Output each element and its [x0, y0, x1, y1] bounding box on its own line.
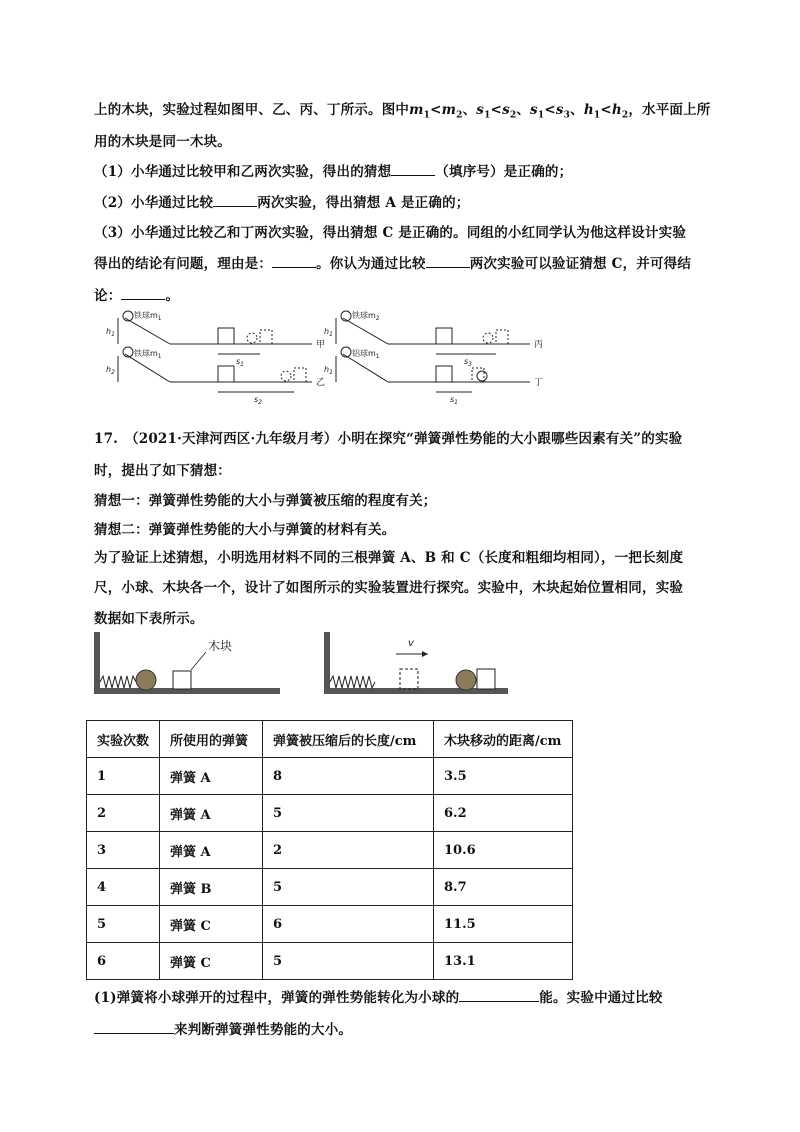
table-cell: 5 — [263, 869, 434, 906]
var-s1: s — [530, 102, 538, 118]
q16-sub2-tail: 两次实验，得出猜想 A 是正确的； — [257, 195, 470, 211]
table-cell: 弹簧 A — [160, 795, 263, 832]
q16-sub3-text: 。你认为通过比较 — [316, 256, 426, 272]
svg-text:铝球m1 — [352, 348, 380, 360]
table-cell: 5 — [263, 943, 434, 980]
q17-desc3: 数据如下表所示。 — [94, 611, 204, 627]
s-label: s — [254, 395, 259, 404]
q16-sub2-text: （2）小华通过比较 — [94, 195, 214, 211]
q16-sub2 — [94, 191, 469, 211]
q16-sub3-line2 — [94, 252, 691, 272]
sub: 3 — [563, 110, 571, 121]
q16-sub1 — [94, 160, 572, 180]
tag-jia: 甲 — [316, 340, 326, 350]
data-table — [86, 720, 573, 980]
q16-sub1-tail: （填序号）是正确的； — [435, 164, 573, 180]
var-m1: m — [409, 102, 424, 118]
q16-sub3-text: 得出的结论有问题，理由是： — [94, 256, 273, 272]
table-row — [87, 758, 573, 795]
h-label: h — [324, 327, 330, 336]
sub: 1 — [484, 110, 491, 121]
h-sub: 1 — [329, 369, 333, 376]
tag-ding: 丁 — [534, 378, 544, 388]
answer-blank[interactable] — [426, 255, 470, 268]
q16-sub3-line3 — [94, 284, 179, 304]
sub: 1 — [423, 110, 431, 121]
svg-text:铁球m1 — [134, 310, 162, 322]
answer-blank[interactable] — [459, 989, 539, 1002]
q16-line2: 用的木块是同一木块。 — [94, 134, 231, 150]
q16-figure — [100, 306, 560, 410]
table-cell: 3 — [87, 832, 160, 869]
s-label: s — [464, 357, 469, 366]
q17-guess2: 猜想二：弹簧弹性势能的大小与弹簧的材料有关。 — [94, 522, 396, 538]
sep: 、 — [462, 102, 477, 118]
s-sub: 3 — [468, 361, 472, 368]
table-cell: 1 — [87, 758, 160, 795]
tag-yi: 乙 — [316, 378, 326, 388]
svg-text:铁球m1 — [134, 348, 162, 360]
table-cell: 8.7 — [434, 869, 573, 906]
ball-sub: 1 — [157, 315, 162, 322]
sub: 1 — [537, 110, 545, 121]
s-label: s — [450, 395, 455, 404]
ball-label: 铁球m — [134, 349, 158, 358]
q16-line1-tail: ，水平面上所 — [628, 102, 711, 118]
table-cell: 5 — [87, 906, 160, 943]
table-cell: 8 — [263, 758, 434, 795]
answer-blank[interactable] — [272, 255, 316, 268]
velocity-label: v — [408, 638, 414, 649]
ball-label: 铁球m — [352, 311, 376, 320]
sep: 、 — [570, 102, 584, 118]
q17-desc1: 为了验证上述猜想，小明选用材料不同的三根弹簧 A、B 和 C（长度和粗细均相同），一把长刻度 — [94, 550, 684, 566]
table-cell: 6 — [263, 906, 434, 943]
lt: < — [544, 102, 556, 118]
table-cell: 6 — [87, 943, 160, 980]
lt: < — [430, 102, 442, 118]
lt: < — [600, 102, 612, 118]
table-row — [87, 795, 573, 832]
sub: 1 — [593, 110, 601, 121]
q16-sub3-text: 。 — [165, 288, 180, 304]
s-sub: 2 — [258, 399, 262, 406]
answer-blank[interactable] — [391, 163, 435, 176]
var-h2: h — [611, 102, 622, 118]
sub: 2 — [509, 110, 517, 121]
sep: 、 — [516, 102, 531, 118]
ball-sub: 1 — [375, 353, 380, 360]
var-m2: m — [441, 102, 457, 118]
table-header: 实验次数 — [87, 721, 160, 758]
table-cell: 2 — [263, 832, 434, 869]
table-cell: 11.5 — [434, 906, 573, 943]
q17-sub1-text: 能。实验中通过比较 — [539, 990, 663, 1006]
q17-sub1-line2 — [94, 1018, 352, 1038]
apparatus-left — [94, 632, 280, 694]
sub: 2 — [456, 110, 463, 121]
svg-text:h1 — [324, 365, 333, 376]
table-cell: 5 — [263, 795, 434, 832]
q16-sub3-line1: （3）小华通过比较乙和丁两次实验，得出猜想 C 是正确的。同组的小红同学认为他这样设计实验 — [94, 225, 687, 241]
ball-label: 铝球m — [352, 349, 376, 358]
table-cell: 6.2 — [434, 795, 573, 832]
svg-text:铁球m2 — [352, 310, 380, 322]
s-sub: 1 — [454, 399, 458, 406]
q17-sub1-line1 — [94, 986, 663, 1006]
h-sub: 1 — [329, 331, 333, 338]
q17-sub1-text: (1)弹簧将小球弹开的过程中，弹簧的弹性势能转化为小球的 — [94, 990, 460, 1006]
ball-label: 铁球m — [134, 311, 158, 320]
q17-title-line1: 17. （2021·天津河西区·九年级月考）小明在探究“弹簧弹性势能的大小跟哪些因素有关”的实验 — [94, 431, 683, 447]
ball-sub: 1 — [157, 353, 162, 360]
table-cell: 4 — [87, 869, 160, 906]
var-s3: s — [555, 102, 564, 118]
svg-text:s1 — [236, 357, 244, 368]
var-s1: s — [476, 102, 485, 118]
answer-blank[interactable] — [121, 287, 165, 300]
q16-sub3-text: 论： — [94, 288, 122, 304]
q17-title-line2: 时，提出了如下猜想： — [94, 463, 231, 479]
table-header-row — [87, 721, 573, 758]
table-cell: 13.1 — [434, 943, 573, 980]
table-row — [87, 943, 573, 980]
h-label: h — [324, 365, 330, 374]
q16-sub1-text: （1）小华通过比较甲和乙两次实验，得出的猜想 — [94, 164, 392, 180]
svg-text:s2 — [254, 395, 262, 406]
s-label: s — [236, 357, 241, 366]
table-cell: 弹簧 B — [160, 869, 263, 906]
svg-text:h1 — [324, 327, 333, 338]
apparatus-right — [324, 632, 508, 694]
answer-blank[interactable] — [213, 194, 257, 207]
table-row — [87, 906, 573, 943]
sub: 2 — [621, 110, 629, 121]
h-sub: 1 — [111, 331, 115, 338]
svg-text:h1 — [106, 327, 115, 338]
h-sub: 2 — [111, 369, 115, 376]
table-cell: 弹簧 C — [160, 943, 263, 980]
svg-text:s1 — [450, 395, 458, 406]
table-header: 木块移动的距离/cm — [434, 721, 573, 758]
table-cell: 弹簧 A — [160, 832, 263, 869]
lt: < — [490, 102, 503, 118]
q16-sub3-text: 两次实验可以验证猜想 C，并可得结 — [469, 256, 692, 272]
q17-desc2: 尺，小球、木块各一个，设计了如图所示的实验装置进行探究。实验中，木块起始位置相同，实验 — [94, 580, 684, 596]
table-cell: 弹簧 A — [160, 758, 263, 795]
answer-blank[interactable] — [94, 1021, 174, 1034]
tag-bing: 丙 — [534, 340, 544, 350]
h-label: h — [106, 365, 112, 374]
q17-figure — [90, 628, 510, 700]
q16-line1-text: 上的木块，实验过程如图甲、乙、丙、丁所示。图中 — [94, 102, 410, 118]
table-header: 弹簧被压缩后的长度/cm — [263, 721, 434, 758]
table-row — [87, 869, 573, 906]
s-sub: 1 — [240, 361, 244, 368]
table-header: 所使用的弹簧 — [160, 721, 263, 758]
svg-text:s3 — [464, 357, 472, 368]
ball-sub: 2 — [375, 315, 380, 322]
table-row — [87, 832, 573, 869]
var-h1: h — [583, 102, 594, 118]
svg-text:h2 — [106, 365, 115, 376]
q17-sub1-tail: 来判断弹簧弹性势能的大小。 — [174, 1022, 353, 1038]
h-label: h — [106, 327, 112, 336]
q16-line1 — [94, 98, 711, 121]
var-s2: s — [502, 102, 510, 118]
table-cell: 弹簧 C — [160, 906, 263, 943]
block-label: 木块 — [208, 639, 233, 653]
table-cell: 3.5 — [434, 758, 573, 795]
q17-guess1: 猜想一：弹簧弹性势能的大小与弹簧被压缩的程度有关； — [94, 493, 437, 509]
table-cell: 2 — [87, 795, 160, 832]
table-cell: 10.6 — [434, 832, 573, 869]
